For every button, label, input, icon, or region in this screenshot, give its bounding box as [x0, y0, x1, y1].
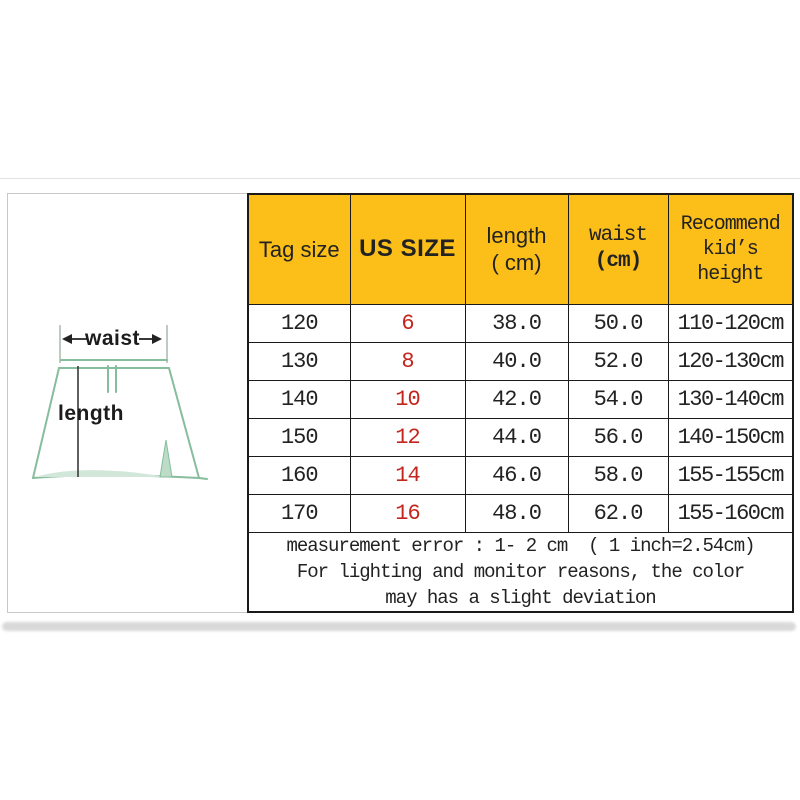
- hem-shading: [35, 470, 160, 477]
- col-header-recommend-line3: height: [697, 262, 764, 286]
- col-header-tag-size: [248, 194, 350, 304]
- arrow-left-icon: [62, 334, 72, 344]
- waist-cell: 56.0: [568, 418, 668, 456]
- waist-label: waist: [85, 327, 141, 350]
- tag-size-cell: 120: [248, 304, 350, 342]
- note-line: For lighting and monitor reasons, the color: [296, 560, 745, 583]
- table-row: [248, 380, 793, 418]
- tag-size-cell: 160: [248, 456, 350, 494]
- us-size-cell: 8: [350, 342, 465, 380]
- col-header-recommend-height: [668, 194, 793, 304]
- skirt-diagram-icon: [8, 194, 249, 614]
- waist-cell: 54.0: [568, 380, 668, 418]
- notes-row: [248, 532, 793, 612]
- hem-spike: [160, 440, 172, 477]
- us-size-cell: 10: [350, 380, 465, 418]
- length-cell: 46.0: [465, 456, 568, 494]
- length-cell: 38.0: [465, 304, 568, 342]
- col-header-length-unit: ( cm): [491, 250, 542, 276]
- us-size-cell: 12: [350, 418, 465, 456]
- waist-cell: 58.0: [568, 456, 668, 494]
- tag-size-cell: 150: [248, 418, 350, 456]
- measurement-notes: [248, 532, 793, 612]
- bottom-shadow: [2, 622, 796, 631]
- col-header-waist-unit: (cm): [594, 250, 642, 274]
- tag-size-cell: 170: [248, 494, 350, 532]
- col-header-us-size: [350, 194, 465, 304]
- top-divider: [0, 178, 800, 179]
- size-table: [247, 193, 794, 613]
- note-line: measurement error : 1- 2 cm ( 1 inch=2.54cm): [286, 534, 755, 557]
- col-header-recommend-line2: kid’s: [702, 237, 758, 261]
- waist-cell: 62.0: [568, 494, 668, 532]
- table-row: [248, 456, 793, 494]
- col-header-waist-label: waist: [588, 224, 647, 247]
- height-cell: 155-155cm: [668, 456, 793, 494]
- waist-cell: 50.0: [568, 304, 668, 342]
- col-header-recommend-line1: Recommend: [680, 212, 780, 236]
- col-header-length-label: length: [486, 222, 547, 248]
- size-table-body: [248, 304, 793, 612]
- col-header-waist: [568, 194, 668, 304]
- length-cell: 42.0: [465, 380, 568, 418]
- table-row: [248, 418, 793, 456]
- length-cell: 44.0: [465, 418, 568, 456]
- height-cell: 140-150cm: [668, 418, 793, 456]
- size-table-header: [248, 194, 793, 304]
- height-cell: 155-160cm: [668, 494, 793, 532]
- waist-cell: 52.0: [568, 342, 668, 380]
- table-row: [248, 342, 793, 380]
- table-row: [248, 304, 793, 342]
- table-row: [248, 494, 793, 532]
- arrow-right-icon: [152, 334, 162, 344]
- note-line: may has a slight deviation: [385, 586, 656, 609]
- us-size-cell: 16: [350, 494, 465, 532]
- height-cell: 110-120cm: [668, 304, 793, 342]
- length-cell: 48.0: [465, 494, 568, 532]
- us-size-cell: 6: [350, 304, 465, 342]
- skirt-diagram-panel: [7, 193, 248, 613]
- col-header-length: [465, 194, 568, 304]
- tag-size-cell: 140: [248, 380, 350, 418]
- height-cell: 130-140cm: [668, 380, 793, 418]
- col-header-tag-size-label: Tag size: [258, 236, 340, 262]
- us-size-cell: 14: [350, 456, 465, 494]
- skirt-right-edge: [169, 368, 199, 478]
- col-header-us-size-label: US SIZE: [359, 235, 456, 263]
- length-label: length: [58, 402, 124, 425]
- length-cell: 40.0: [465, 342, 568, 380]
- header-row: [248, 194, 793, 304]
- height-cell: 120-130cm: [668, 342, 793, 380]
- skirt-left-edge: [33, 368, 59, 478]
- tag-size-cell: 130: [248, 342, 350, 380]
